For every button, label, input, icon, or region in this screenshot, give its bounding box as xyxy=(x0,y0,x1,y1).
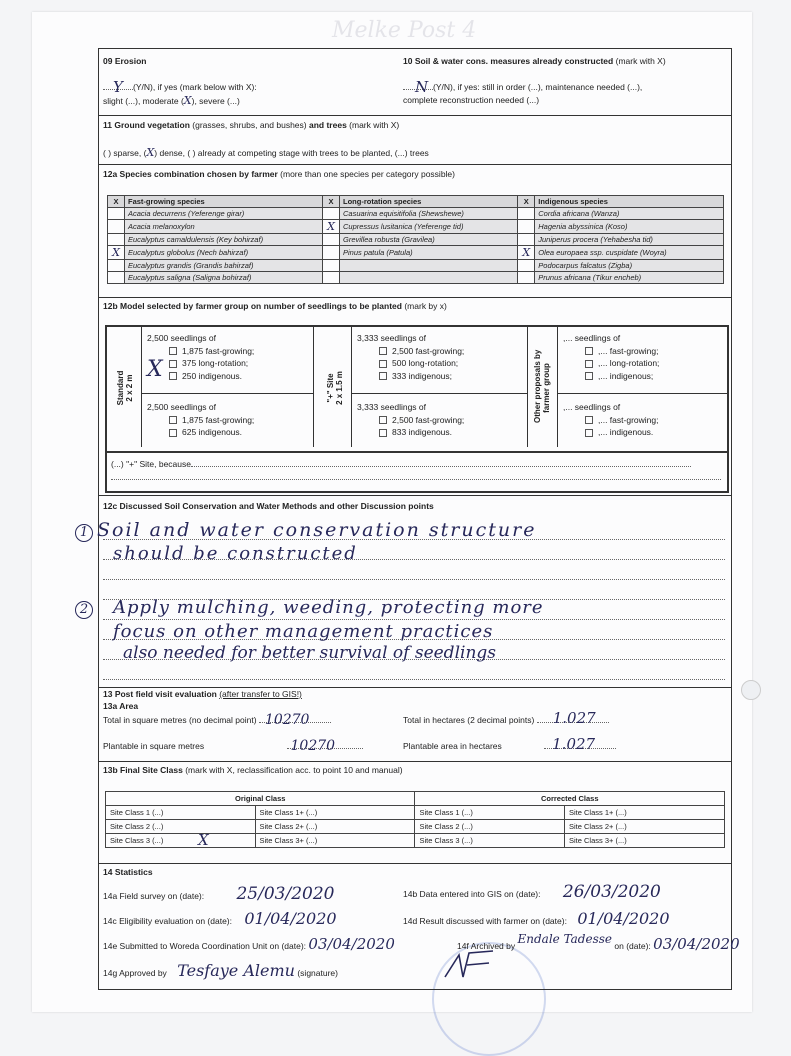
species-name-cell: Podocarpus falcatus (Zigba) xyxy=(535,260,724,272)
plus-b: 3,333 seedlings of 2,500 fast-growing; 833 indigenous. xyxy=(357,402,465,437)
species-mark-cell xyxy=(108,260,125,272)
species-name-cell: Casuarina equisitifolia (Shewshewe) xyxy=(340,208,518,220)
plant-sqm-row: Plantable in square metres 10270 xyxy=(103,741,363,752)
s10-line1: N (Y/N), if yes: still in order (...), maintenance needed (...), xyxy=(403,82,642,93)
because-line: (...) "+" Site, because xyxy=(111,459,691,470)
species-name-cell: Prunus africana (Tikur encheb) xyxy=(535,272,724,284)
species-table xyxy=(107,195,724,284)
species-row xyxy=(108,220,724,234)
plant-ha-row: Plantable area in hectares 1.027 xyxy=(403,741,616,752)
site-class-row: Site Class 1 (...) Site Class 1+ (...) Site Class 1 (...) Site Class 1+ (...) xyxy=(106,806,725,820)
species-mark-cell: X xyxy=(323,220,340,234)
divider xyxy=(99,495,731,496)
species-mark-cell xyxy=(323,246,340,260)
species-row xyxy=(108,260,724,272)
s13a-title: 13a Area xyxy=(103,701,139,711)
s11-line: ( ) sparse, (X) dense, ( ) already at competing stage with trees to be planted, (...) trees xyxy=(103,146,429,159)
std-a: 2,500 seedlings of 1,875 fast-growing; 375 long-rotation; 250 indigenous. xyxy=(147,333,255,381)
note-line-4: focus on other management practices xyxy=(113,621,494,642)
s09-line1: Y (Y/N), if yes (mark below with X): xyxy=(103,82,257,93)
site-class-mark: X xyxy=(198,831,209,849)
divider xyxy=(99,761,731,762)
s14b: 14b Data entered into GIS on (date): 26/03/2020 xyxy=(403,882,661,902)
species-name-cell: Olea europaea ssp. cuspidate (Woyra) xyxy=(535,246,724,260)
divider xyxy=(99,297,731,298)
species-name-cell: Eucalyptus saligna (Saligna bohirzaf) xyxy=(125,272,323,284)
species-row xyxy=(108,272,724,284)
model-box xyxy=(105,325,729,453)
species-name-cell xyxy=(340,260,518,272)
s09-line2: slight (...), moderate (X), severe (...) xyxy=(103,94,240,107)
s14g: 14g Approved by Tesfaye Alemu (signature) xyxy=(103,961,338,980)
plant-sqm-value: 10270 xyxy=(290,738,336,754)
standard-label: Standard 2 x 2 m xyxy=(116,370,134,406)
site-class-row: Site Class 3 (...) X Site Class 3+ (...) Site Class 3 (...) Site Class 3+ (...) xyxy=(106,834,725,848)
divider xyxy=(99,164,731,165)
s12c-title: 12c Discussed Soil Conservation and Water Methods and other Discussion points xyxy=(103,501,434,511)
s11-title: 11 Ground vegetation (grasses, shrubs, and bushes) and trees (mark with X) xyxy=(103,120,400,130)
species-name-cell: Eucalyptus globolus (Nech bahirzaf) xyxy=(125,246,323,260)
s13-title: 13 Post field visit evaluation (after transfer to GIS!) xyxy=(103,689,302,699)
signature-mark xyxy=(439,947,499,987)
species-mark-cell: X xyxy=(518,246,535,260)
s14e: 14e Submitted to Woreda Coordination Unit on (date): 03/04/2020 xyxy=(103,935,395,953)
other-proposals-label: Other proposals by farmer group xyxy=(533,349,551,423)
s12b-title: 12b Model selected by farmer group on number of seedlings to be planted (mark by x) xyxy=(103,301,447,311)
note-line-1: Soil and water conservation structure xyxy=(97,519,537,541)
species-row xyxy=(108,234,724,246)
plus-site-label: "+" Site 2 x 1.5 m xyxy=(326,371,344,405)
species-name-cell: Acacia melanoxylon xyxy=(125,220,323,234)
punch-hole xyxy=(741,680,761,700)
s10-title: 10 Soil & water cons. measures already constructed (mark with X) xyxy=(403,56,666,66)
survey-form xyxy=(79,48,740,990)
species-mark-cell xyxy=(323,234,340,246)
species-mark-cell xyxy=(108,208,125,220)
note-line-3: Apply mulching, weeding, protecting more xyxy=(113,597,544,618)
species-row xyxy=(108,208,724,220)
s13b-title: 13b Final Site Class (mark with X, reclassification acc. to point 10 and manual) xyxy=(103,765,403,775)
species-name-cell xyxy=(340,272,518,284)
plant-ha-value: 1.027 xyxy=(552,735,596,753)
s14d: 14d Result discussed with farmer on (date): 01/04/2020 xyxy=(403,909,670,928)
other-b: ,... seedlings of ,... fast-growing; ,... indigenous. xyxy=(563,402,659,437)
species-mark-cell xyxy=(108,234,125,246)
s10-line2: complete reconstruction needed (...) xyxy=(403,95,540,105)
s09-title: 09 Erosion xyxy=(103,56,147,66)
site-class-row: Site Class 2 (...) Site Class 2+ (...) Site Class 2 (...) Site Class 2+ (...) xyxy=(106,820,725,834)
model-mark: X xyxy=(147,357,163,382)
species-mark-cell xyxy=(518,220,535,234)
species-name-cell: Eucalyptus grandis (Grandis bahirzaf) xyxy=(125,260,323,272)
total-ha-row: Total in hectares (2 decimal points) 1.027 xyxy=(403,715,609,726)
note-line-2: should be constructed xyxy=(113,543,358,564)
species-name-cell: Cordia africana (Wanza) xyxy=(535,208,724,220)
plus-a: 3,333 seedlings of 2,500 fast-growing; 500 long-rotation; 333 indigenous; xyxy=(357,333,465,381)
total-ha-value: 1.027 xyxy=(552,709,596,727)
species-name-cell: Pinus patula (Patula) xyxy=(340,246,518,260)
species-mark-cell xyxy=(518,272,535,284)
bleed-through-header: Melke Post 4 xyxy=(332,18,477,43)
species-name-cell: Eucalyptus camaldulensis (Key bohirzaf) xyxy=(125,234,323,246)
because-box xyxy=(105,451,729,493)
species-body xyxy=(108,208,724,284)
species-mark-cell xyxy=(518,234,535,246)
note-number-2: 2 xyxy=(75,601,93,619)
s14c: 14c Eligibility evaluation on (date): 01/04/2020 xyxy=(103,909,337,928)
s09-answer: Y xyxy=(113,78,123,96)
species-mark-cell xyxy=(518,208,535,220)
species-name-cell: Grevillea robusta (Gravilea) xyxy=(340,234,518,246)
species-mark-cell xyxy=(108,220,125,234)
note-line-5: also needed for better survival of seedlings xyxy=(123,643,496,663)
species-name-cell: Acacia decurrens (Yeferenge girar) xyxy=(125,208,323,220)
divider xyxy=(99,115,731,116)
species-mark-cell xyxy=(518,260,535,272)
s14a: 14a Field survey on (date): 25/03/2020 xyxy=(103,884,335,904)
species-row xyxy=(108,246,724,260)
species-name-cell: Juniperus procera (Yehabesha tid) xyxy=(535,234,724,246)
divider xyxy=(99,863,731,864)
species-header-row: X Fast-growing species X Long-rotation species X Indigenous species xyxy=(108,196,724,208)
species-mark-cell xyxy=(108,272,125,284)
species-name-cell: Cupressus lusitanica (Yeferenge tid) xyxy=(340,220,518,234)
std-b: 2,500 seedlings of 1,875 fast-growing; 625 indigenous. xyxy=(147,402,255,437)
note-number-1: 1 xyxy=(75,524,93,542)
species-mark-cell xyxy=(323,272,340,284)
s10-answer: N xyxy=(415,78,429,96)
total-sqm-row: Total in square metres (no decimal point) 10270 xyxy=(103,715,331,726)
species-mark-cell: X xyxy=(108,246,125,260)
species-mark-cell xyxy=(323,208,340,220)
s14f: 14f Archived by Endale Tadesse on (date): 03/04/2020 xyxy=(457,932,740,953)
divider xyxy=(99,687,731,688)
site-class-table: Original Class Corrected Class Site Class 1 (...) Site Class 1+ (...) Site Class 1 (...) Site Class 1+ (...) Site Class 2 (...) Site Class 2+ (...) Site Class 2 (...) Site Class 2+ (...) Site Class 3 (...) X Site Class 3+ (...) Site Class 3 (...) Site Class 3+ (...) xyxy=(105,791,725,848)
s12a-title: 12a Species combination chosen by farmer (more than one species per category possible) xyxy=(103,169,455,179)
other-a: ,... seedlings of ,... fast-growing; ,... long-rotation; ,... indigenous; xyxy=(563,333,660,381)
total-sqm-value: 10270 xyxy=(264,712,310,728)
s14-title: 14 Statistics xyxy=(103,867,153,877)
species-mark-cell xyxy=(323,260,340,272)
species-name-cell: Hagenia abyssinica (Koso) xyxy=(535,220,724,234)
